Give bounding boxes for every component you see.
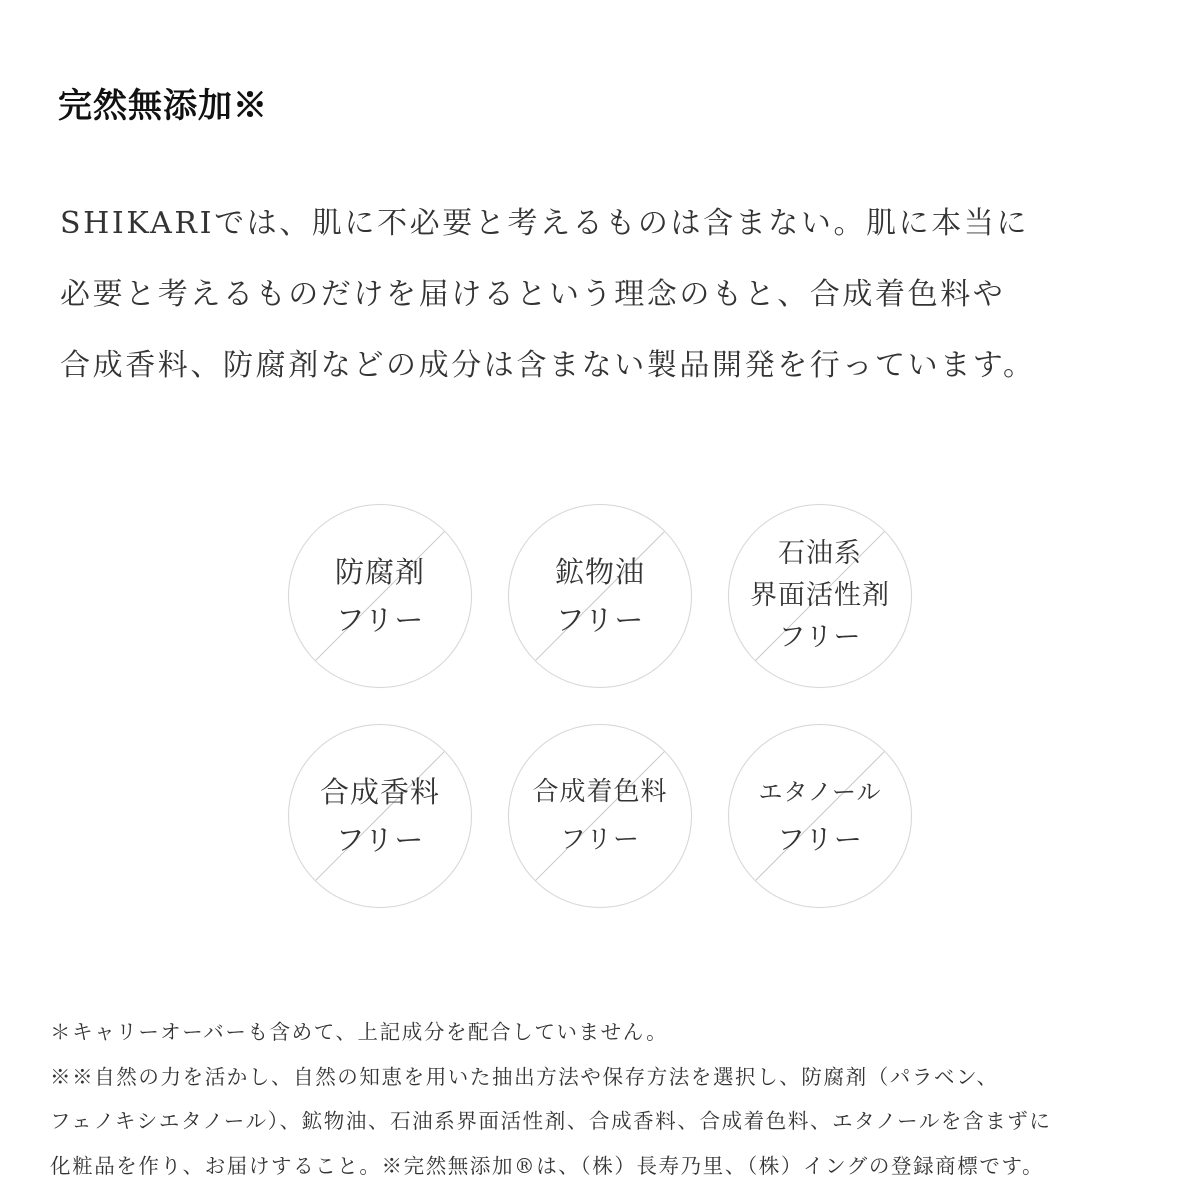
- description-line: 必要と考えるものだけを届けるという理念のもと、合成着色料や: [60, 277, 1006, 312]
- badge-label: 石油系: [778, 538, 862, 569]
- badge-ethanol-free: [728, 724, 912, 908]
- badge-label: 合成着色料: [532, 777, 668, 807]
- footnote-line: 化粧品を作り、お届けすること。※完然無添加®は、（株）長寿乃里、（株）イングの登録商標です。: [50, 1153, 1045, 1178]
- badge-label: フリー: [777, 823, 863, 856]
- badge-mineral-oil-free: [508, 504, 692, 688]
- badge-preservative-free: [288, 504, 472, 688]
- badge-label: フリー: [335, 823, 425, 857]
- badge-synthetic-colorant-free: [508, 724, 692, 908]
- badge-petroleum-surfactant-free: [728, 504, 912, 688]
- description-line: 合成香料、防腐剤などの成分は含まない製品開発を行っています。: [60, 348, 1036, 383]
- badge-label: フリー: [560, 825, 640, 855]
- footnote-line: ※※自然の力を活かし、自然の知恵を用いた抽出方法や保存方法を選択し、防腐剤（パラベン、: [50, 1064, 999, 1089]
- badge-label: 防腐剤: [334, 555, 425, 589]
- badge-label: 合成香料: [319, 775, 440, 809]
- footnotes: [50, 1010, 1051, 1188]
- badge-label: エタノール: [758, 778, 882, 806]
- badge-label: フリー: [778, 622, 862, 653]
- badge-label: 界面活性剤: [750, 580, 890, 611]
- section-title: 完然無添加※: [58, 86, 268, 126]
- badge-label: 鉱物油: [554, 555, 645, 589]
- badge-label: フリー: [335, 603, 425, 637]
- free-badges: [288, 504, 912, 908]
- badge-label: フリー: [555, 603, 645, 637]
- description-line: SHIKARIでは、肌に不必要と考えるものは含まない。肌に本当に: [60, 206, 1030, 241]
- footnote-line: フェノキシエタノール）、鉱物油、石油系界面活性剤、合成香料、合成着色料、エタノールを含まずに: [50, 1109, 1052, 1133]
- footnote-line: ＊キャリーオーバーも含めて、上記成分を配合していません。: [50, 1020, 669, 1044]
- description: [60, 188, 1160, 401]
- badge-synthetic-fragrance-free: [288, 724, 472, 908]
